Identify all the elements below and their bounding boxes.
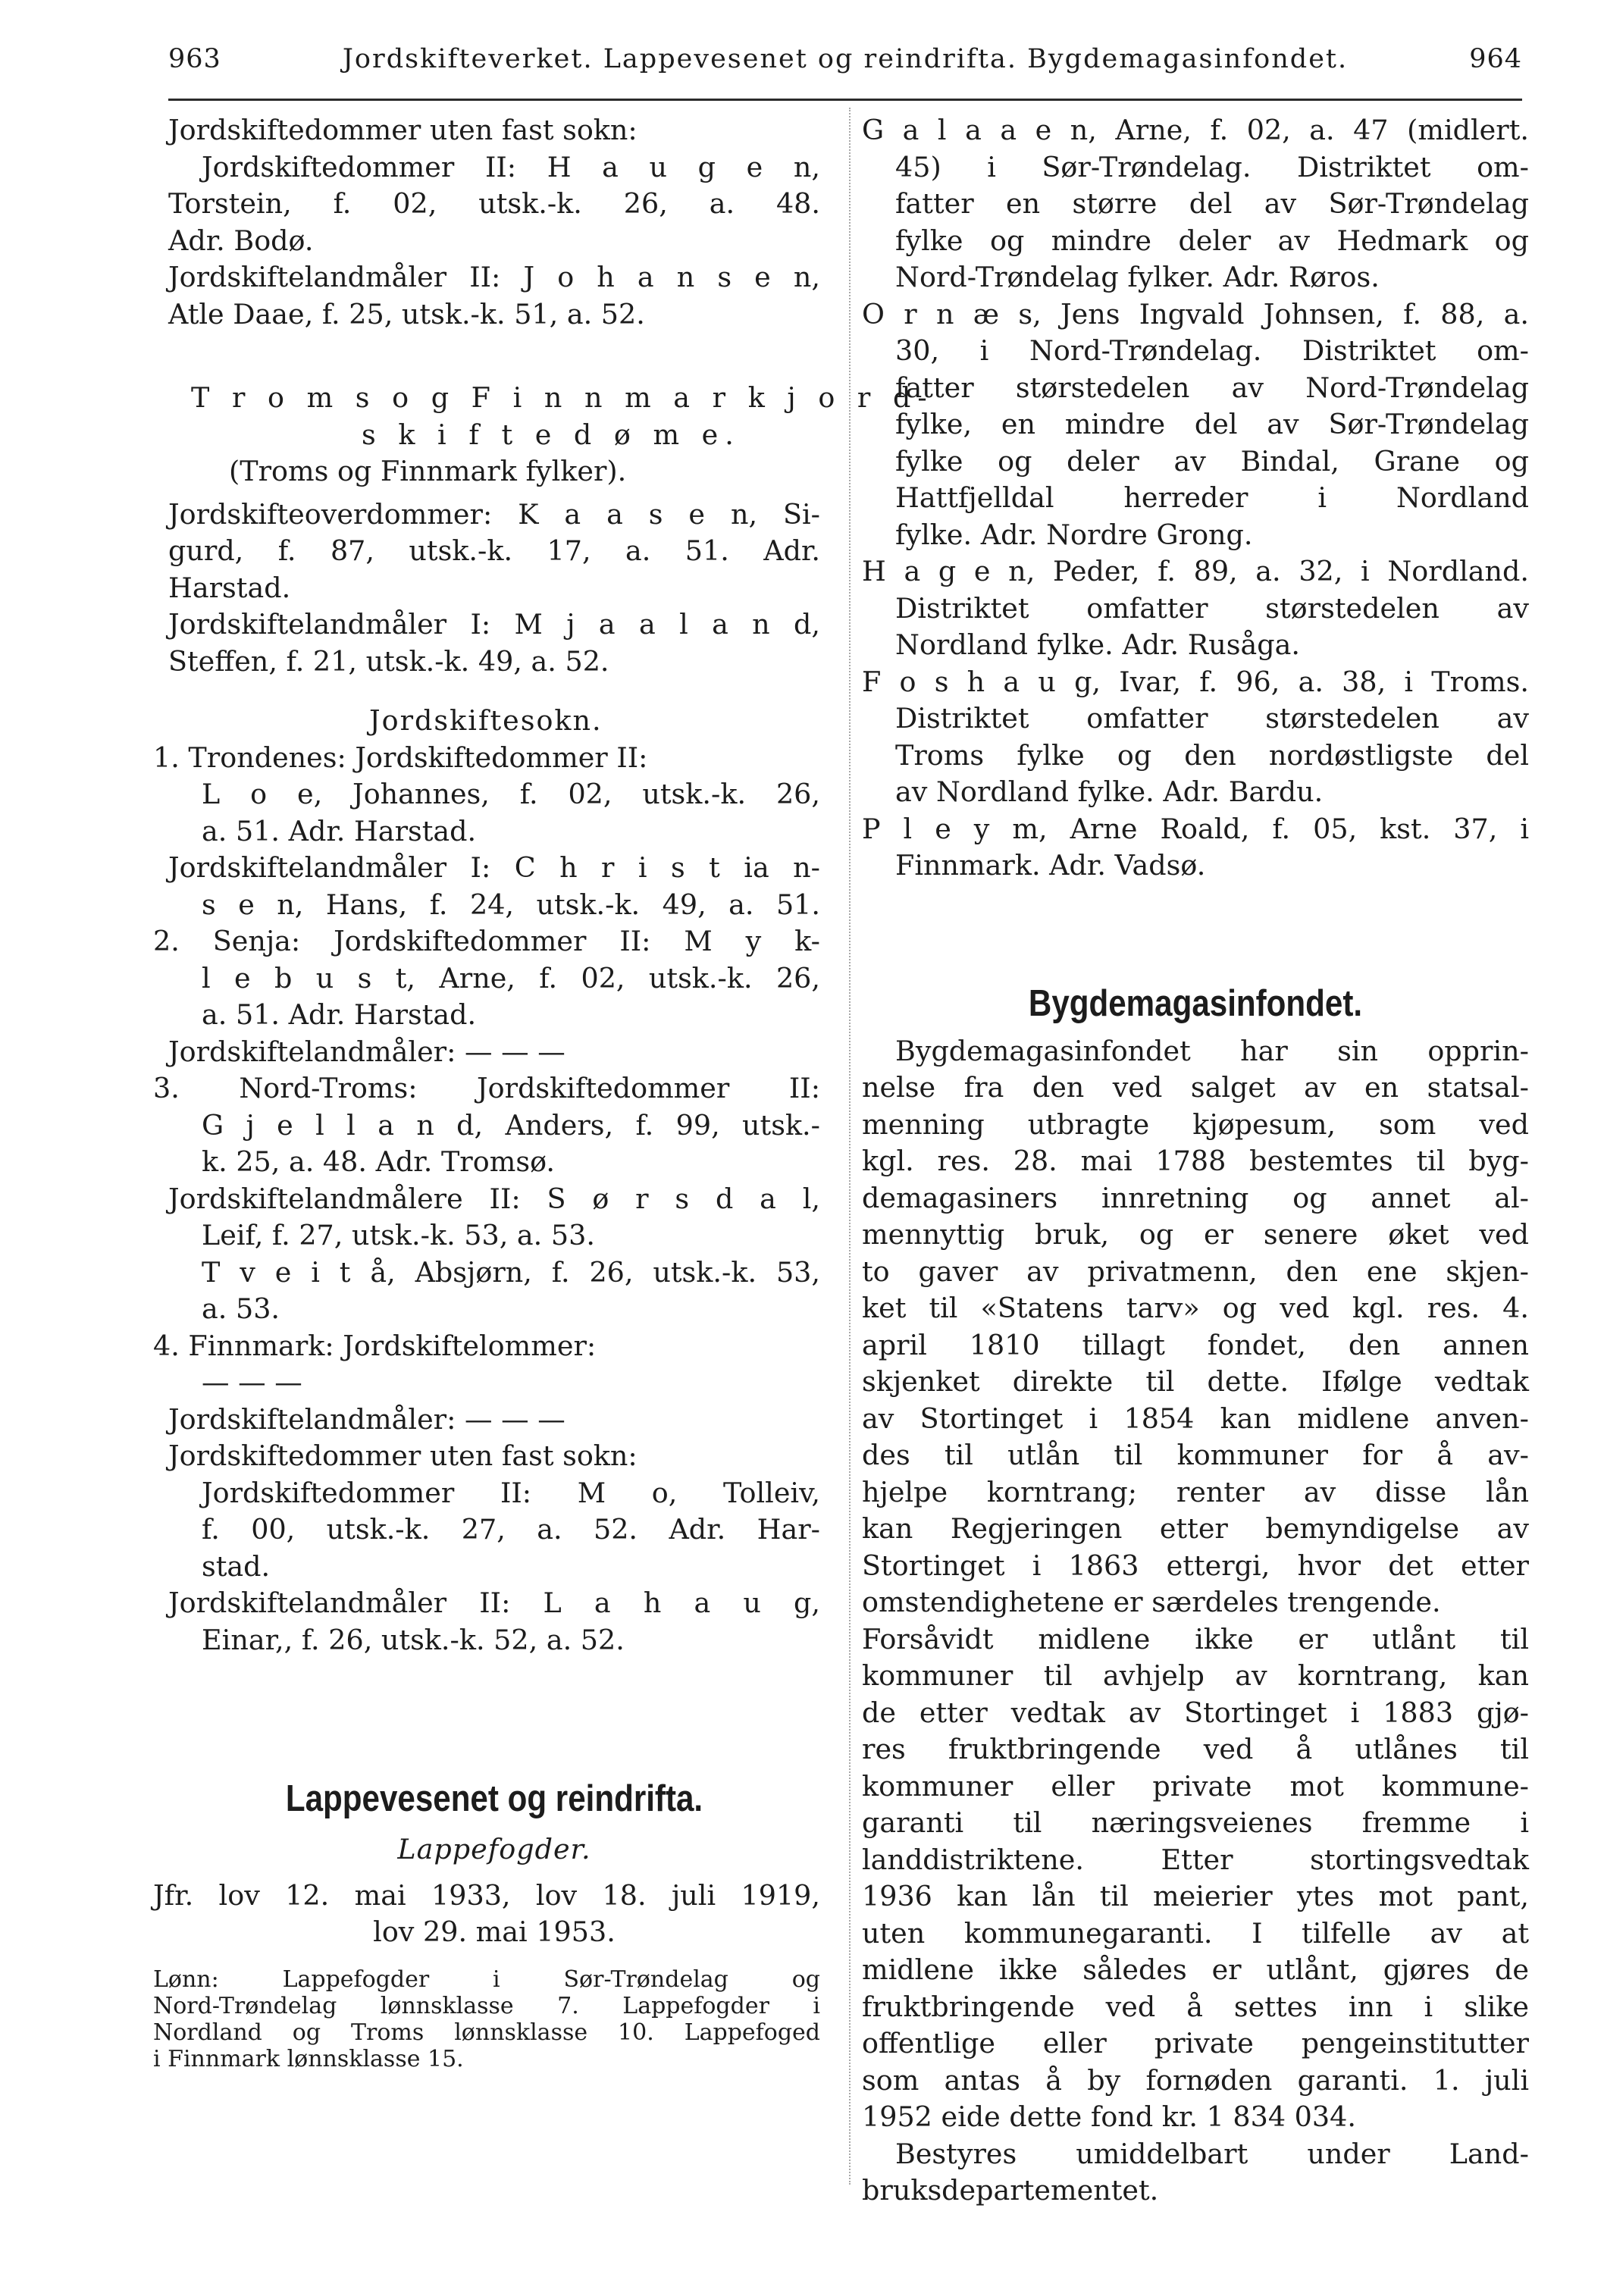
section-title: s k i f t e d ø m e. — [362, 418, 741, 451]
text-line: fylke og mindre deler av Hedmark og — [895, 224, 1529, 257]
text-line: 3. Nord-Troms: Jordskiftedommer II: — [153, 1072, 820, 1104]
text-line: Jordskiftelandmåler II: L a h a u g, — [168, 1587, 820, 1619]
column-divider — [849, 108, 851, 2185]
text-line: de etter vedtak av Stortinget i 1883 gjø- — [862, 1696, 1529, 1729]
text-line: L o e, Johannes, f. 02, utsk.-k. 26, — [202, 778, 820, 810]
text-line: ket til «Statens tarv» og ved kgl. res. 4. — [862, 1292, 1529, 1324]
text-line: Jordskiftelandmåler I: M j a a l a n d, — [168, 608, 820, 641]
text-line: gurd, f. 87, utsk.-k. 17, a. 51. Adr. — [168, 534, 820, 567]
section-heading-lappevesenet: Lappevesenet og reindrifta. — [285, 1778, 703, 1819]
section-heading-bygdemagasinfondet: Bygdemagasinfondet. — [1028, 982, 1363, 1024]
text-line: P l e y m, Arne Roald, f. 05, kst. 37, i — [862, 812, 1529, 845]
text-line: menning utbragte kjøpesum, som ved — [862, 1107, 1529, 1141]
text-line: F o s h a u g, Ivar, f. 96, a. 38, i Troms. — [862, 665, 1529, 698]
text-line: Hattfjelldal herreder i Nordland — [895, 481, 1529, 514]
text-line: Jordskifteoverdommer: K a a s e n, Si- — [168, 497, 820, 531]
text-line: fylke, en mindre del av Sør-Trøndelag — [895, 408, 1529, 440]
text-line: 1936 kan lån til meierier ytes mot pant, — [862, 1880, 1529, 1912]
text-line: Bestyres umiddelbart under Land- — [895, 2137, 1529, 2170]
text-line: Bygdemagasinfondet har sin opprin- — [895, 1034, 1529, 1067]
text-line: kan Regjeringen etter bemyndigelse av — [862, 1512, 1529, 1545]
text-line: Jordskiftelandmåler: — — — — [168, 1402, 565, 1436]
text-line: a. 53. — [202, 1292, 280, 1325]
text-line: Leif, f. 27, utsk.-k. 53, a. 53. — [202, 1219, 595, 1251]
text-line: av Nordland fylke. Adr. Bardu. — [895, 775, 1324, 808]
text-line: 45) i Sør-Trøndelag. Distriktet om- — [895, 150, 1529, 183]
text-line: fatter en større del av Sør-Trøndelag — [895, 187, 1529, 220]
text-line: Forsåvidt midlene ikke er utlånt til — [862, 1622, 1529, 1655]
text-line: Jordskiftelandmåler II: J o h a n s e n, — [168, 261, 820, 293]
text-line: Distriktet omfatter størstedelen av — [895, 591, 1529, 625]
text-line: Jordskiftedommer II: H a u g e n, — [202, 150, 820, 183]
text-line: fylke. Adr. Nordre Grong. — [895, 518, 1253, 551]
text-line: kommuner til avhjelp av korntrang, kan — [862, 1659, 1529, 1692]
text-line: hjelpe korntrang; renter av disse lån — [862, 1475, 1529, 1508]
text-line: Torstein, f. 02, utsk.-k. 26, a. 48. — [168, 187, 820, 220]
text-line: f. 00, utsk.-k. 27, a. 52. Adr. Har- — [202, 1513, 820, 1546]
text-line: 1952 eide dette fond kr. 1 834 034. — [862, 2100, 1356, 2133]
text-line: Jordskiftedommer uten fast sokn: — [168, 1439, 638, 1472]
text-line: O r n æ s, Jens Ingvald Johnsen, f. 88, a. — [862, 297, 1529, 330]
text-line: a. 51. Adr. Harstad. — [202, 998, 477, 1031]
text-line: bruksdepartementet. — [862, 2174, 1159, 2207]
text-line: stad. — [202, 1549, 271, 1583]
text-line: Troms fylke og den nordøstligste del — [895, 738, 1529, 772]
text-line: T v e i t å, Absjørn, f. 26, utsk.-k. 53, — [202, 1255, 820, 1289]
text-line: av Stortinget i 1854 kan midlene anven- — [862, 1402, 1529, 1435]
law-reference: Jfr. lov 12. mai 1933, lov 18. juli 1919, — [153, 1878, 820, 1912]
text-line: som antas å by fornøden garanti. 1. juli — [862, 2063, 1529, 2097]
text-line: Atle Daae, f. 25, utsk.-k. 51, a. 52. — [168, 297, 645, 330]
text-line: Stortinget i 1863 ettergi, hvor det etter — [862, 1549, 1529, 1582]
text-line: G j e l l a n d, Anders, f. 99, utsk.- — [202, 1108, 820, 1142]
text-line: 2. Senja: Jordskiftedommer II: M y k- — [153, 925, 820, 957]
text-line: H a g e n, Peder, f. 89, a. 32, i Nordland. — [862, 555, 1529, 587]
text-line: Harstad. — [168, 571, 291, 604]
text-line: midlene ikke således er utlånt, gjøres de — [862, 1953, 1529, 1986]
text-line: Adr. Bodø. — [168, 224, 314, 257]
text-line: to gaver av privatmenn, den ene skjen- — [862, 1254, 1529, 1288]
text-line: Nordland fylke. Adr. Ruså͏ga. — [895, 628, 1300, 661]
text-line: Distriktet omfatter størstedelen av — [895, 702, 1529, 735]
text-line: omstendighetene er særdeles trengende. — [862, 1586, 1441, 1618]
text-line: s e n, Hans, f. 24, utsk.-k. 49, a. 51. — [202, 888, 820, 921]
section-subtitle: (Troms og Finnmark fylker). — [229, 455, 627, 487]
text-line: des til utlån til kommuner for å av- — [862, 1439, 1529, 1471]
text-line: garanti til næringsveienes fremme i — [862, 1806, 1529, 1839]
page-header — [168, 44, 1522, 89]
text-line: mennyttig bruk, og er senere øket ved — [862, 1218, 1529, 1251]
text-line: 30, i Nord-Trøndelag. Distriktet om- — [895, 334, 1529, 367]
page-number-right: 964 — [1469, 44, 1522, 74]
text-line: 4. Finnmark: Jordskiftelommer: — [153, 1329, 597, 1362]
section-subheading: Lappefogder. — [397, 1833, 591, 1865]
page-number-left: 963 — [168, 44, 221, 74]
text-line: Jordskiftedommer II: M o, Tolleiv, — [202, 1476, 820, 1509]
right-column — [862, 112, 1529, 2210]
salary-note: Nord-Trøndelag lønnsklasse 7. Lappefogder i — [153, 1992, 820, 2019]
section-title: Jordskiftesokn. — [369, 704, 603, 737]
running-title: Jordskifteverket. Lappevesenet og reindrifta. Bygdemagasinfondet. — [342, 44, 1349, 74]
text-line: Jordskiftedommer uten fast sokn: — [168, 114, 638, 146]
text-line: fruktbringende ved å settes inn i slike — [862, 1990, 1529, 2023]
text-line: fatter størstedelen av Nord-Trøndelag — [895, 371, 1529, 404]
text-line: Finnmark. Adr. Vadsø. — [895, 849, 1206, 882]
text-line: landdistriktene. Etter stortingsvedtak — [862, 1843, 1529, 1876]
text-line: demagasiners innretning og annet al- — [862, 1181, 1529, 1214]
text-line: res fruktbringende ved å utlånes til — [862, 1733, 1529, 1765]
text-line: uten kommunegaranti. I tilfelle av at — [862, 1916, 1529, 1950]
salary-note: i Finnmark lønnsklasse 15. — [153, 2045, 464, 2072]
text-line: april 1810 tillagt fondet, den annen — [862, 1328, 1529, 1361]
salary-note: Nordland og Troms lønnsklasse 10. Lappefoged — [153, 2019, 820, 2046]
section-title: T r o m s o g F i n n m a r k j o r d- — [191, 381, 934, 414]
text-line: a. 51. Adr. Harstad. — [202, 814, 477, 847]
text-line: l e b u s t, Arne, f. 02, utsk.-k. 26, — [202, 961, 820, 995]
salary-note: Lønn: Lappefogder i Sør-Trøndelag og — [153, 1966, 820, 1993]
text-line: nelse fra den ved salget av en statsal- — [862, 1071, 1529, 1104]
text-line: Jordskiftelandmåler: — — — — [168, 1035, 565, 1068]
text-line: fylke og deler av Bindal, Grane og — [895, 444, 1529, 478]
text-line: Einar,, f. 26, utsk.-k. 52, a. 52. — [202, 1623, 625, 1656]
text-line: skjenket direkte til dette. Ifølge vedtak — [862, 1365, 1529, 1398]
left-column — [153, 112, 934, 2072]
law-reference: lov 29. mai 1953. — [373, 1915, 616, 1948]
text-line: Nord-Trøndelag fylker. Adr. Røros. — [895, 261, 1380, 293]
text-line: Jordskiftelandmålere II: S ø r s d a l, — [168, 1182, 820, 1215]
text-line: k. 25, a. 48. Adr. Tromsø. — [202, 1145, 555, 1178]
text-line: G a l a a e n, Arne, f. 02, a. 47 (midlert. — [862, 114, 1529, 146]
text-line: Jordskiftelandmåler I: C h r i s t ia n- — [168, 851, 820, 884]
text-line: offentlige eller private pengeinstitutter — [862, 2027, 1529, 2060]
header-rule — [168, 99, 1522, 101]
text-line: 1. Trondenes: Jordskiftedommer II: — [153, 741, 648, 774]
text-line: Steffen, f. 21, utsk.-k. 49, a. 52. — [168, 644, 609, 678]
text-line: kgl. res. 28. mai 1788 bestemtes til byg- — [862, 1145, 1529, 1177]
text-line: — — — — [202, 1366, 302, 1399]
text-line: kommuner eller private mot kommune- — [862, 1769, 1529, 1803]
